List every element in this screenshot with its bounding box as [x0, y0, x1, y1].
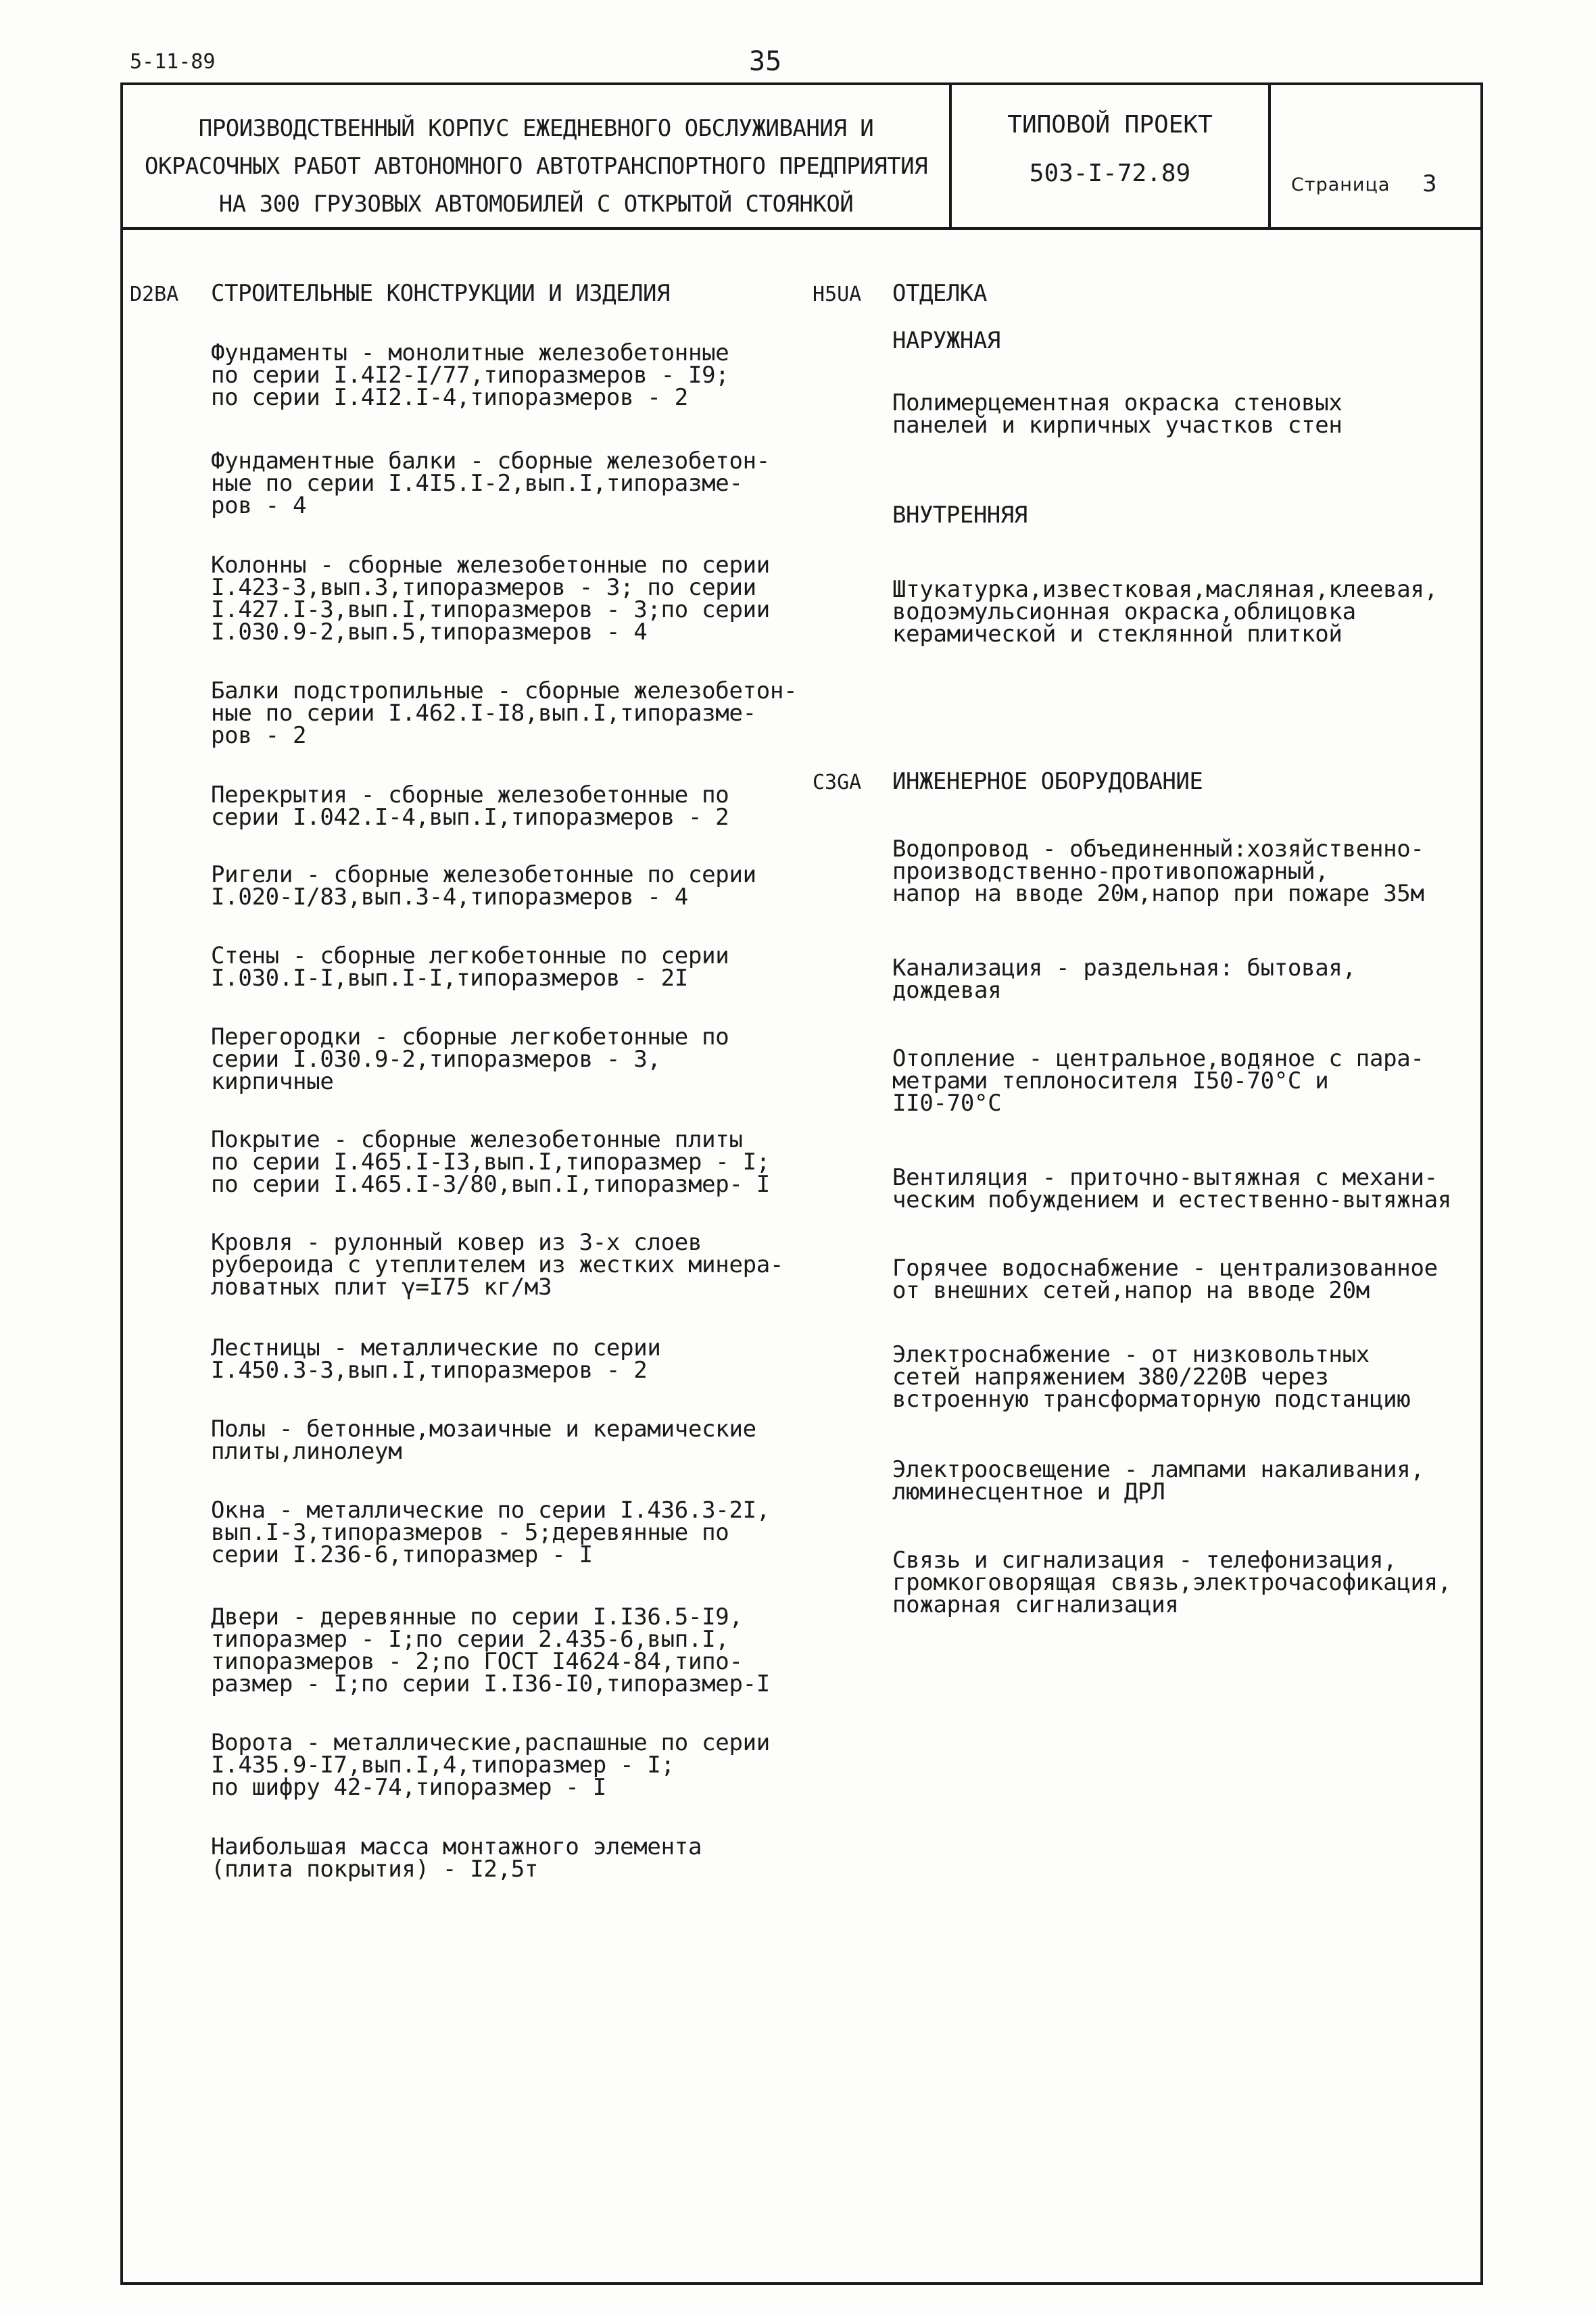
page-number: 35: [749, 46, 782, 77]
project-label: ТИПОВОЙ ПРОЕКТ: [1007, 111, 1213, 139]
page-label: Страница: [1291, 174, 1391, 195]
list-item: Двери - деревянные по серии I.I36.5-I9, типоразмер - I;по серии 2.435-6,вып.I, типоразмеров - 2;по ГОСТ I4624-84,типо- размер - I;по серии I.I36-I0,типоразмер-I: [211, 1603, 770, 1697]
list-item: Перегородки - сборные легкобетонные по серии I.030.9-2,типоразмеров - 3, кирпичные: [211, 1023, 729, 1095]
list-item: Фундаменты - монолитные железобетонные по серии I.4I2-I/77,типоразмеров - I9; по серии I.4I2.I-4,типоразмеров - 2: [211, 339, 729, 411]
list-item: Покрытие - сборные железобетонные плиты по серии I.465.I-I3,вып.I,типоразмер - I; по серии I.465.I-3/80,вып.I,типоразмер- I: [211, 1126, 770, 1198]
section-title: СТРОИТЕЛЬНЫЕ КОНСТРУКЦИИ И ИЗДЕЛИЯ: [211, 280, 670, 307]
document-title: ПРОИЗВОДСТВЕННЫЙ КОРПУС ЕЖЕДНЕВНОГО ОБСЛУЖИВАНИЯ И ОКРАСОЧНЫХ РАБОТ АВТОНОМНОГО АВТОТРАНСПОРТНОГО ПРЕДПРИЯТИЯ НА 300 ГРУЗОВЫХ АВТОМОБИЛЕЙ С ОТКРЫТОЙ СТОЯНКОЙ: [144, 115, 928, 218]
section-title: ИНЖЕНЕРНОЕ ОБОРУДОВАНИЕ: [892, 768, 1203, 795]
list-item: Полы - бетонные,мозаичные и керамические плиты,линолеум: [211, 1416, 756, 1465]
list-item: Ригели - сборные железобетонные по серии I.020-I/83,вып.3-4,типоразмеров - 4: [211, 861, 756, 911]
list-item: Связь и сигнализация - телефонизация, громкоговорящая связь,электрочасофикация, пожарная сигнализация: [892, 1547, 1451, 1618]
list-item: Вентиляция - приточно-вытяжная с механи- ческим побуждением и естественно-вытяжная: [892, 1164, 1451, 1213]
list-item: Электроосвещение - лампами накаливания, люминесцентное и ДРЛ: [892, 1456, 1424, 1505]
project-code: 503-I-72.89: [1029, 160, 1191, 187]
section-code: C3GA: [813, 771, 862, 794]
header-column-divider: [949, 82, 952, 228]
list-item: Электроснабжение - от низковольтных сетей напряжением 380/220В через встроенную трансформаторную подстанцию: [892, 1341, 1411, 1413]
list-item: Фундаментные балки - сборные железобетон- ные по серии I.4I5.I-2,вып.I,типоразме- ров - 4: [211, 448, 770, 519]
subsection-title: НАРУЖНАЯ: [892, 327, 1000, 354]
list-item: Канализация - раздельная: бытовая, дождевая: [892, 955, 1356, 1004]
list-item: Кровля - рулонный ковер из 3-х слоев рубероида с утеплителем из жестких минера- ловатных плит γ=I75 кг/м3: [211, 1229, 784, 1301]
list-item: Водопровод - объединенный:хозяйственно- производственно-противопожарный, напор на вводе 20м,напор при пожаре 35м: [892, 836, 1424, 907]
list-item: Балки подстропильные - сборные железобетон- ные по серии I.462.I-I8,вып.I,типоразме- ров - 2: [211, 677, 798, 749]
subsection-title: ВНУТРЕННЯЯ: [892, 502, 1027, 529]
list-item: Перекрытия - сборные железобетонные по серии I.042.I-4,вып.I,типоразмеров - 2: [211, 781, 729, 831]
list-item: Стены - сборные легкобетонные по серии I.030.I-I,вып.I-I,типоразмеров - 2I: [211, 942, 729, 992]
list-item: Наибольшая масса монтажного элемента (плита покрытия) - I2,5т: [211, 1833, 702, 1883]
list-item: Окна - металлические по серии I.436.3-2I, вып.I-3,типоразмеров - 5;деревянные по серии I.236-6,типоразмер - I: [211, 1497, 770, 1568]
list-item: Горячее водоснабжение - централизованное от внешних сетей,напор на вводе 20м: [892, 1255, 1438, 1304]
list-item: Отопление - центральное,водяное с пара- метрами теплоносителя I50-70°С и II0-70°С: [892, 1045, 1424, 1117]
list-item: Колонны - сборные железобетонные по серии I.423-3,вып.3,типоразмеров - 3; по серии I.427.I-3,вып.I,типоразмеров - 3;по серии I.030.9-2,вып.5,типоразмеров - 4: [211, 552, 770, 646]
section-code: H5UA: [813, 283, 862, 306]
document-code: 5-11-89: [130, 50, 216, 74]
finish-inner-text: Штукатурка,известковая,масляная,клеевая, водоэмульсионная окраска,облицовка керамической и стеклянной плиткой: [892, 576, 1438, 648]
header-divider: [120, 227, 1483, 230]
section-code: D2BA: [130, 283, 179, 306]
section-title: ОТДЕЛКА: [892, 280, 987, 307]
header-column-divider: [1268, 82, 1271, 228]
finish-outer-text: Полимерцементная окраска стеновых панелей и кирпичных участков стен: [892, 389, 1343, 439]
list-item: Лестницы - металлические по серии I.450.3-3,вып.I,типоразмеров - 2: [211, 1334, 661, 1384]
list-item: Ворота - металлические,распашные по серии I.435.9-I7,вып.I,4,типоразмер - I; по шифру 42-74,типоразмер - I: [211, 1729, 770, 1801]
page-value: 3: [1422, 170, 1437, 197]
